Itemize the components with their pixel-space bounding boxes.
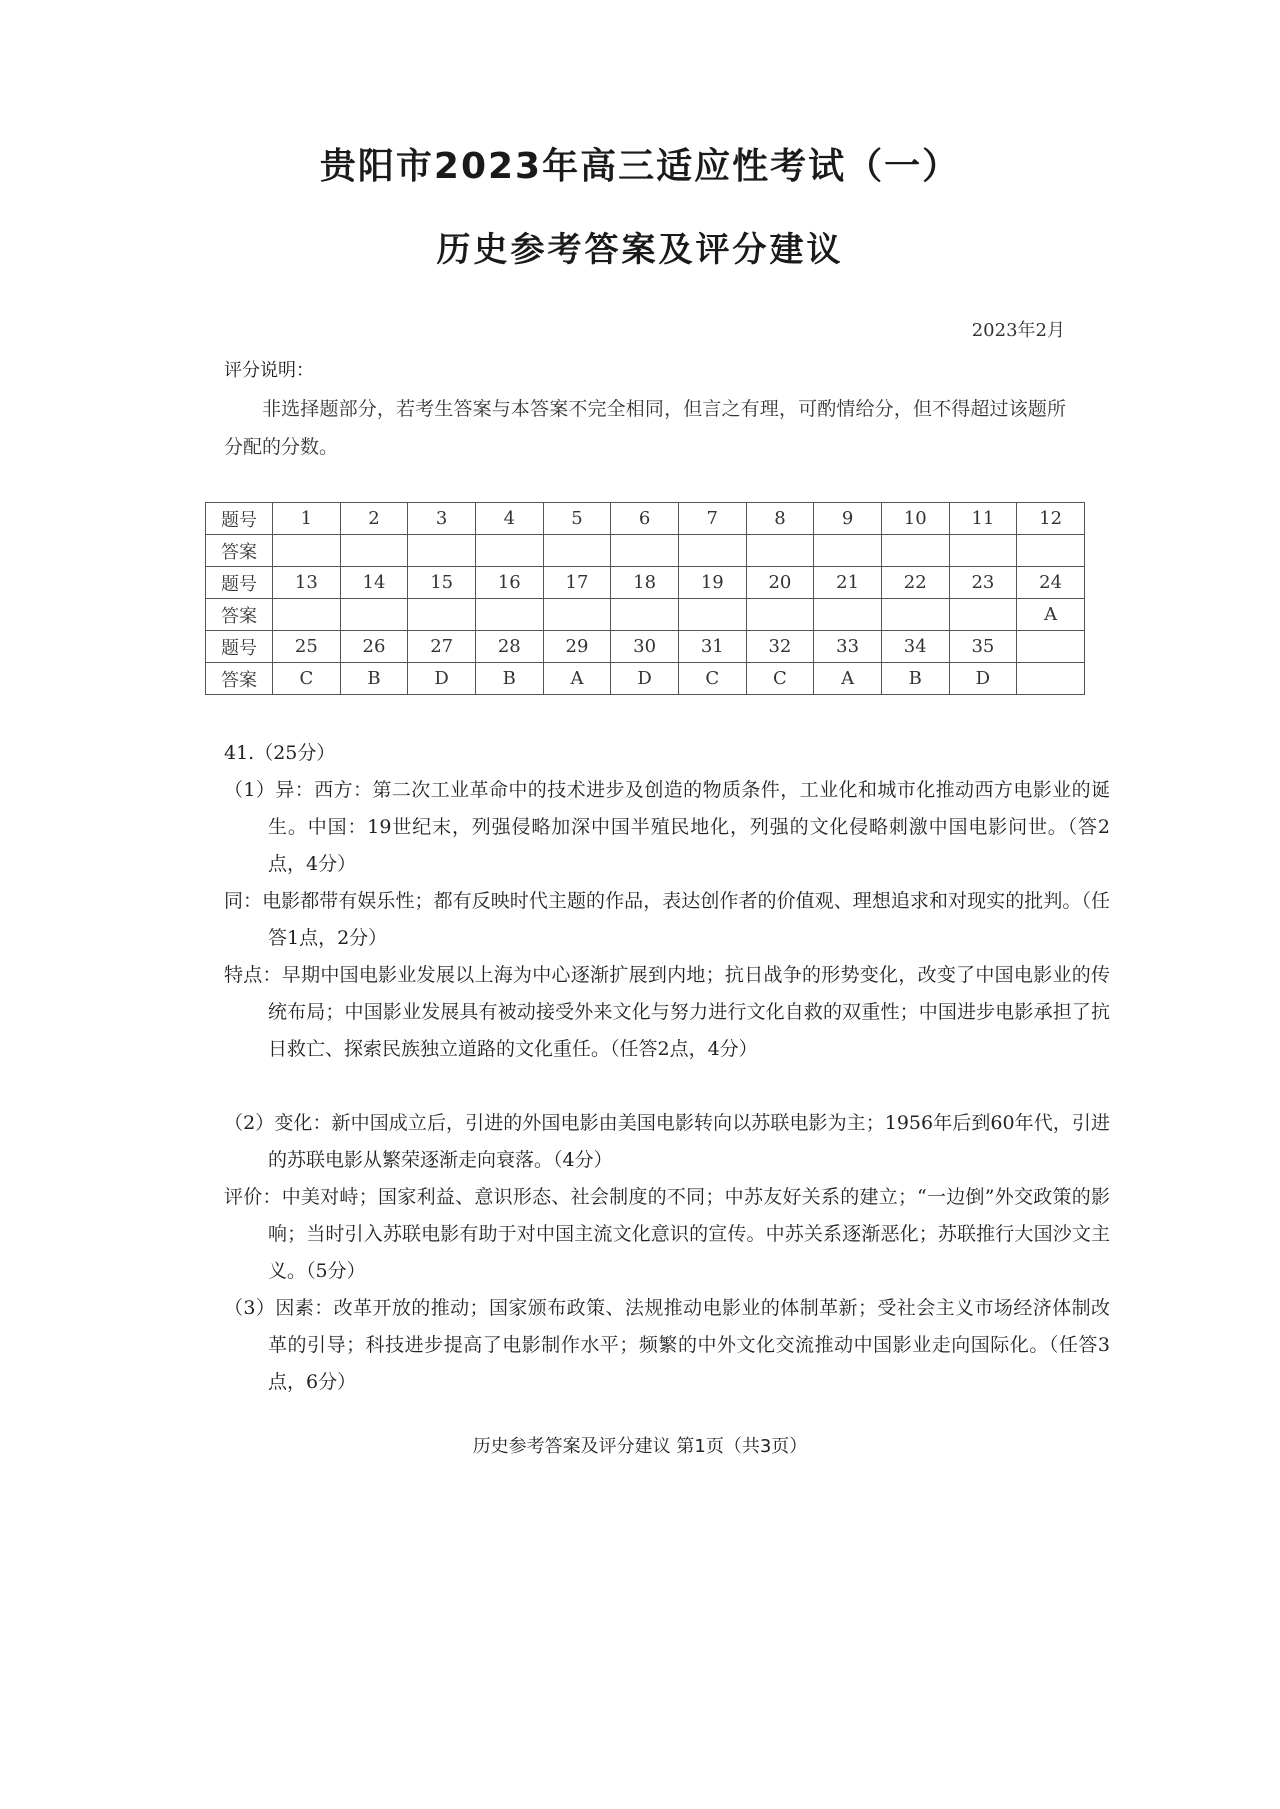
- table-row: [206, 535, 1085, 567]
- table-cell: [611, 535, 679, 567]
- table-cell: 33: [814, 631, 882, 663]
- table-cell: 12: [1017, 503, 1085, 535]
- table-cell: 4: [475, 503, 543, 535]
- scoring-notes-body: 非选择题部分，若考生答案与本答案不完全相同，但言之有理，可酌情给分，但不得超过该题所分配的分数。: [224, 398, 1066, 458]
- page-subtitle: 历史参考答案及评分建议: [436, 230, 844, 270]
- table-cell: 21: [814, 567, 882, 599]
- table-cell: [881, 535, 949, 567]
- table-cell: D: [408, 663, 476, 695]
- table-cell: 31: [678, 631, 746, 663]
- table-cell: 6: [611, 503, 679, 535]
- table-row: [206, 567, 1085, 599]
- table-cell: 7: [678, 503, 746, 535]
- table-cell: 5: [543, 503, 611, 535]
- table-cell: C: [746, 663, 814, 695]
- table-cell: [949, 535, 1017, 567]
- question-41-heading: 41.（25分）: [224, 742, 336, 764]
- table-cell: 17: [543, 567, 611, 599]
- table-cell: [475, 535, 543, 567]
- table-row-label: 答案: [206, 663, 273, 695]
- page-title: 贵阳市2023年高三适应性考试（一）: [319, 146, 961, 187]
- table-cell: 10: [881, 503, 949, 535]
- table-cell: B: [340, 663, 408, 695]
- table-cell: D: [949, 663, 1017, 695]
- table-cell: [746, 535, 814, 567]
- table-cell: C: [273, 663, 341, 695]
- table-cell: 13: [273, 567, 341, 599]
- table-cell: 9: [814, 503, 882, 535]
- table-cell: 1: [273, 503, 341, 535]
- table-cell: 30: [611, 631, 679, 663]
- q41-part3-factors: （3）因素：改革开放的推动；国家颁布政策、法规推动电影业的体制革新；受社会主义市场经济体制改革的引导；科技进步提高了电影制作水平；频繁的中外文化交流推动中国影业走向国际化。（任答3点，6分）: [224, 1297, 1110, 1393]
- table-cell: [340, 599, 408, 631]
- table-cell: 20: [746, 567, 814, 599]
- table-cell: 8: [746, 503, 814, 535]
- q41-part2-evaluation: 评价：中美对峙；国家利益、意识形态、社会制度的不同；中苏友好关系的建立；“一边倒”外交政策的影响；当时引入苏联电影有助于对中国主流文化意识的宣传。中苏关系逐渐恶化；苏联推行大国沙文主义。（5分）: [224, 1186, 1110, 1282]
- scoring-notes-heading: 评分说明：: [224, 360, 314, 381]
- table-cell: [340, 535, 408, 567]
- table-row-label: 答案: [206, 599, 273, 631]
- table-cell: [1017, 631, 1085, 663]
- table-cell: 27: [408, 631, 476, 663]
- table-cell: [814, 599, 882, 631]
- table-row: [206, 663, 1085, 695]
- table-cell: 18: [611, 567, 679, 599]
- table-cell: [678, 535, 746, 567]
- q41-part1-difference: （1）异：西方：第二次工业革命中的技术进步及创造的物质条件，工业化和城市化推动西方电影业的诞生。中国：19世纪末，列强侵略加深中国半殖民地化，列强的文化侵略刺激中国电影问世。（答2点，4分）: [224, 779, 1110, 875]
- table-cell: C: [678, 663, 746, 695]
- table-row-label: 答案: [206, 535, 273, 567]
- table-cell: [543, 599, 611, 631]
- table-cell: 19: [678, 567, 746, 599]
- table-cell: B: [881, 663, 949, 695]
- table-cell: 34: [881, 631, 949, 663]
- table-cell: 32: [746, 631, 814, 663]
- table-row-label: 题号: [206, 631, 273, 663]
- page-footer: 历史参考答案及评分建议 第1页（共3页）: [472, 1436, 808, 1457]
- table-cell: A: [814, 663, 882, 695]
- table-cell: [746, 599, 814, 631]
- table-cell: [273, 535, 341, 567]
- document-date: 2023年2月: [971, 320, 1065, 341]
- table-cell: 29: [543, 631, 611, 663]
- table-cell: [881, 599, 949, 631]
- table-cell: 28: [475, 631, 543, 663]
- table-cell: [949, 599, 1017, 631]
- table-row: [206, 599, 1085, 631]
- table-cell: [475, 599, 543, 631]
- table-cell: [611, 599, 679, 631]
- table-row: [206, 631, 1085, 663]
- q41-part2-change: （2）变化：新中国成立后，引进的外国电影由美国电影转向以苏联电影为主；1956年后到60年代，引进的苏联电影从繁荣逐渐走向衰落。（4分）: [224, 1112, 1110, 1171]
- table-cell: [1017, 535, 1085, 567]
- table-row: [206, 503, 1085, 535]
- table-cell: [273, 599, 341, 631]
- table-cell: B: [475, 663, 543, 695]
- table-cell: 16: [475, 567, 543, 599]
- table-cell: 3: [408, 503, 476, 535]
- table-row-label: 题号: [206, 567, 273, 599]
- q41-part1-similarity: 同：电影都带有娱乐性；都有反映时代主题的作品，表达创作者的价值观、理想追求和对现实的批判。（任答1点，2分）: [224, 890, 1110, 949]
- answer-table: [205, 502, 1085, 695]
- table-cell: 23: [949, 567, 1017, 599]
- table-cell: 11: [949, 503, 1017, 535]
- table-cell: [408, 599, 476, 631]
- table-cell: A: [543, 663, 611, 695]
- table-cell: [814, 535, 882, 567]
- table-cell: D: [611, 663, 679, 695]
- table-cell: 2: [340, 503, 408, 535]
- table-cell: [678, 599, 746, 631]
- table-cell: 25: [273, 631, 341, 663]
- table-cell: A: [1017, 599, 1085, 631]
- table-cell: 24: [1017, 567, 1085, 599]
- table-cell: [1017, 663, 1085, 695]
- q41-part1-features: 特点：早期中国电影业发展以上海为中心逐渐扩展到内地；抗日战争的形势变化，改变了中国电影业的传统布局；中国影业发展具有被动接受外来文化与努力进行文化自救的双重性；中国进步电影承担了抗日救亡、探索民族独立道路的文化重任。（任答2点，4分）: [224, 964, 1110, 1060]
- table-cell: 26: [340, 631, 408, 663]
- table-row-label: 题号: [206, 503, 273, 535]
- table-cell: 15: [408, 567, 476, 599]
- table-cell: 22: [881, 567, 949, 599]
- table-cell: 14: [340, 567, 408, 599]
- table-cell: [408, 535, 476, 567]
- table-cell: 35: [949, 631, 1017, 663]
- table-cell: [543, 535, 611, 567]
